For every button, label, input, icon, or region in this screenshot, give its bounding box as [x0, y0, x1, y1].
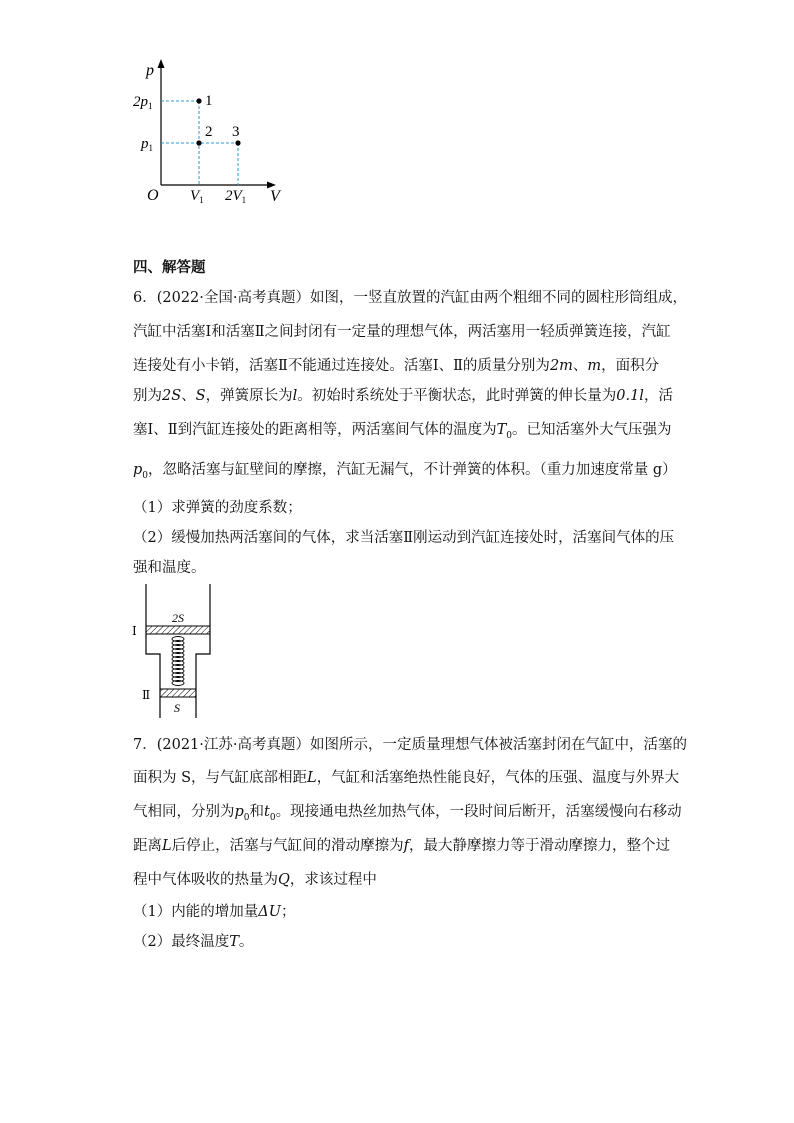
y-axis-arrow: [158, 59, 165, 68]
q6-line-1: 6．(2022·全国·高考真题）如图，一竖直放置的汽缸由两个粗细不同的圆柱形筒组成，: [133, 290, 687, 306]
q6-sub-2a: （2）缓慢加热两活塞间的气体，求当活塞Ⅱ刚运动到汽缸连接处时，活塞间气体的压: [133, 530, 675, 546]
piston-2: [160, 689, 196, 697]
q6-sub-2b: 强和温度。: [133, 560, 206, 576]
tick-p1: $p_1$: [141, 136, 153, 153]
cylinder-wall-right: [196, 584, 210, 718]
piston-1: [146, 626, 210, 634]
q7-line-1: 7．(2021·江苏·高考真题）如图所示，一定质量理想气体被活塞封闭在气缸中，活塞的: [133, 737, 687, 753]
area-label-2s: 2S: [172, 611, 184, 625]
q6-sub-1: （1）求弹簧的劲度系数；: [133, 500, 302, 516]
q6-line-2: 汽缸中活塞Ⅰ和活塞Ⅱ之间封闭有一定量的理想气体，两活塞用一轻质弹簧连接，汽缸: [133, 324, 671, 340]
piston-2-label: Ⅱ: [142, 688, 151, 702]
q6-line-5: 塞Ⅰ、Ⅱ到汽缸连接处的距离相等，两活塞间气体的温度为$T_0$。已知活塞外大气压强为: [133, 422, 672, 441]
q6-line-6: $p_0$，忽略活塞与缸壁间的摩擦，汽缸无漏气，不计弹簧的体积。（重力加速度常量 g）: [133, 462, 677, 481]
tick-2p1: $2p_1$: [133, 94, 153, 111]
q7-line-4: 距离L后停止，活塞与气缸间的滑动摩擦为f，最大静摩擦力等于滑动摩擦力，整个过: [133, 838, 671, 854]
origin-label: O: [147, 187, 159, 204]
tick-2v1: $2V_1$: [225, 188, 247, 205]
state-point-2: [196, 140, 201, 145]
q6-line-4: 别为2S、S，弹簧原长为l。初始时系统处于平衡状态，此时弹簧的伸长量为0.1l，活: [133, 388, 673, 404]
spring: [172, 637, 184, 686]
q7-line-3: 气相同，分别为$p_0$和$t_0$。现接通电热丝加热气体，一段时间后断开，活塞缓慢向右移动: [133, 804, 682, 823]
tick-v1: $V_1$: [190, 188, 204, 205]
state-point-1: [196, 98, 201, 103]
q7-line-2: 面积为 S，与气缸底部相距L，气缸和活塞绝热性能良好，气体的压强、温度与外界大: [133, 770, 680, 786]
pv-graph: [130, 55, 290, 210]
area-label-s: S: [174, 701, 180, 715]
q7-sub-2: （2）最终温度T。: [133, 934, 254, 950]
q6-line-3: 连接处有小卡销，活塞Ⅱ不能通过连接处。活塞Ⅰ、Ⅱ的质量分别为2m、m，面积分: [133, 358, 660, 374]
piston-1-label: Ⅰ: [132, 624, 137, 638]
y-axis-label: p: [146, 62, 154, 79]
cylinder-figure: [128, 582, 228, 722]
point-label-1: 1: [205, 93, 213, 109]
q7-sub-1: （1）内能的增加量ΔU；: [133, 904, 296, 920]
point-label-2: 2: [205, 124, 213, 140]
section-title: 四、解答题: [133, 259, 206, 276]
q7-line-5: 程中气体吸收的热量为Q，求该过程中: [133, 872, 377, 888]
point-label-3: 3: [232, 124, 240, 140]
x-axis-label: V: [270, 188, 280, 205]
state-point-3: [235, 140, 240, 145]
